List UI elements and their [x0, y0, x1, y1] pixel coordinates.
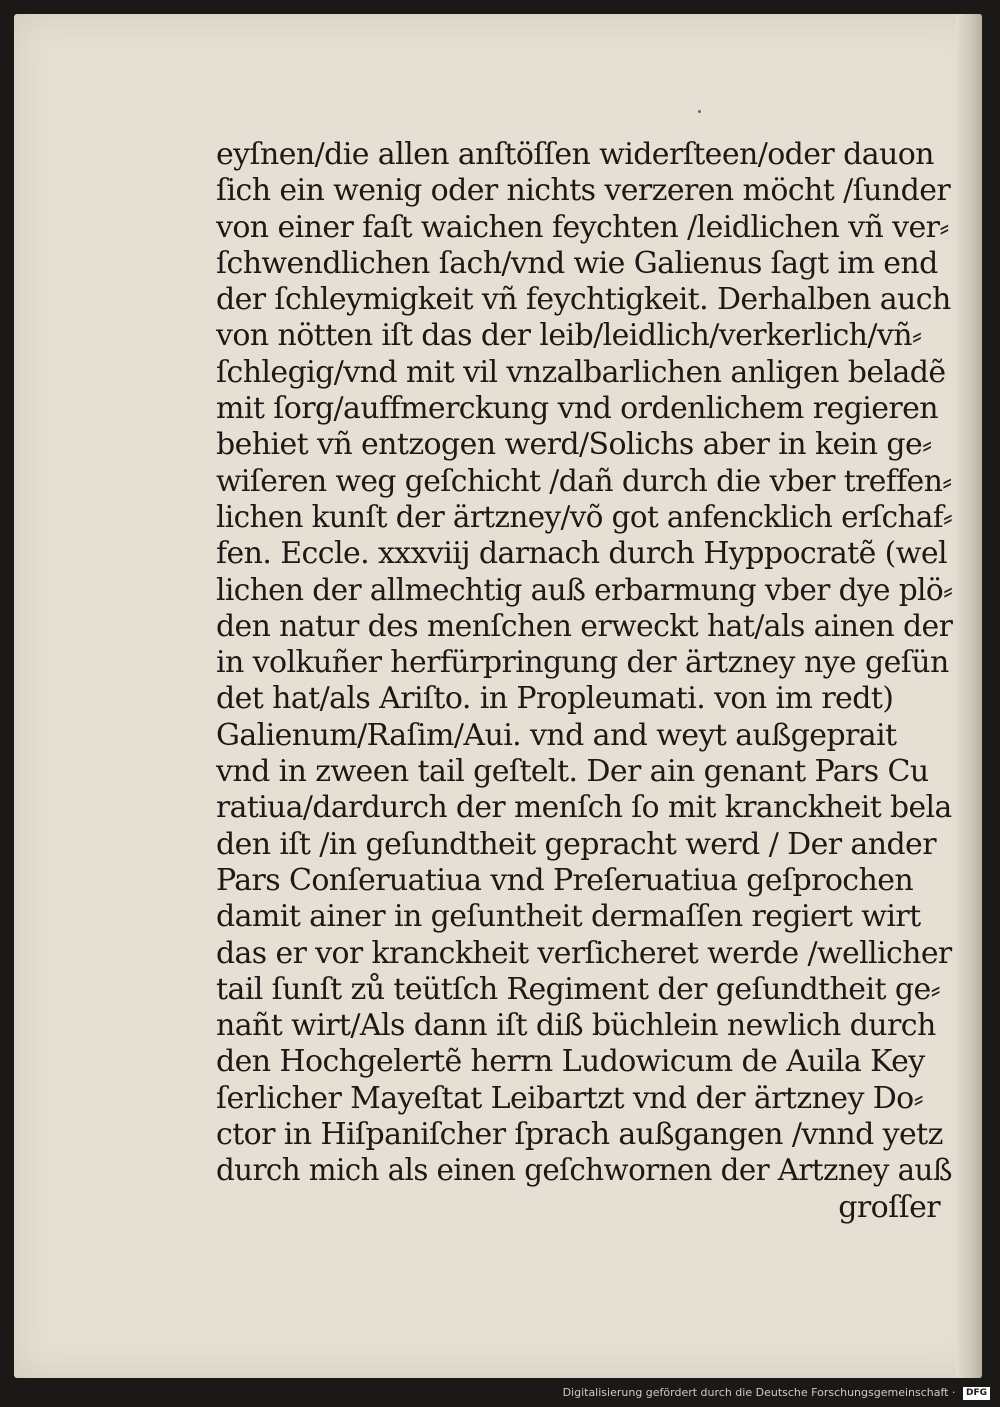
- text-line: ſchwendlichen ſach/vnd wie Galienus ſagt im end: [216, 245, 938, 281]
- text-line: ratiua/dardurch der menſch ſo mit kranckheit bela: [216, 790, 952, 826]
- book-page: [14, 14, 982, 1378]
- text-line: lichen der allmechtig auß erbarmung vber dye plö⸗: [216, 572, 953, 608]
- footer-text: Digitalisierung gefördert durch die Deutsche Forschungsgemeinschaft ·: [562, 1386, 956, 1399]
- text-line: lichen kunſt der ärtzney/võ got anfencklich erſchaf⸗: [216, 499, 953, 535]
- text-line: det hat/als Ariſto. in Propleumati. von im redt): [216, 681, 894, 717]
- text-line: Galienum/Raſim/Aui. vnd and weyt außgeprait: [216, 717, 897, 753]
- text-line: in volkuñer herfürpringung der ärtzney nye geſün: [216, 645, 949, 681]
- text-line: von nötten iſt das der leib/leidlich/verkerlich/vñ⸗: [216, 318, 922, 354]
- text-line: ctor in Hiſpaniſcher ſprach außgangen /vnnd yetz: [216, 1117, 943, 1153]
- page-gutter: [956, 14, 982, 1378]
- catchword: groſſer: [838, 1189, 940, 1225]
- text-line: behiet vñ entzogen werd/Solichs aber in kein ge⸗: [216, 427, 932, 463]
- dfg-logo-icon: DFG: [963, 1387, 990, 1400]
- text-line: wiſeren weg geſchicht /dañ durch die vber treffen⸗: [216, 463, 952, 499]
- footer-credit: [0, 1386, 990, 1400]
- text-line: eyſnen/die allen anſtöſſen widerſteen/oder dauon: [216, 137, 934, 172]
- text-line: ſchlegig/vnd mit vil vnzalbarlichen anligen beladẽ: [216, 354, 946, 390]
- text-line: damit ainer in geſuntheit dermaſſen regiert wirt: [216, 899, 921, 935]
- text-line: vnd in zween tail geſtelt. Der ain genant Pars Cu: [216, 754, 929, 790]
- text-line: Pars Conſeruatiua vnd Preſeruatiua geſprochen: [216, 862, 914, 898]
- text-line: den iſt /in geſundtheit gepracht werd / Der ander: [216, 826, 936, 862]
- text-line: nañt wirt/Als dann iſt diß büchlein newlich durch: [216, 1008, 936, 1044]
- ink-speck: [698, 110, 701, 113]
- text-line: tail ſunſt zů teütſch Regiment der geſundtheit ge⸗: [216, 971, 940, 1007]
- text-line: den natur des menſchen erweckt hat/als ainen der: [216, 608, 953, 644]
- text-line: von einer faſt waichen feychten /leidlichen vñ ver⸗: [216, 209, 949, 245]
- text-block: [216, 137, 952, 1226]
- text-line: ſerlicher Mayeſtat Leibartzt vnd der ärtzney Do⸗: [216, 1080, 924, 1116]
- text-line: mit ſorg/auffmerckung vnd ordenlichem regieren: [216, 391, 938, 427]
- text-line: der ſchleymigkeit vñ feychtigkeit. Derhalben auch: [216, 282, 951, 318]
- text-line: ſich ein wenig oder nichts verzeren möcht /ſunder: [216, 173, 951, 209]
- text-line: fen. Eccle. xxxviij darnach durch Hyppocratẽ (wel: [216, 536, 948, 572]
- text-line: durch mich als einen geſchwornen der Artzney auß: [216, 1153, 952, 1189]
- text-line: das er vor kranckheit verſicheret werde /wellicher: [216, 935, 952, 971]
- text-line: den Hochgelertẽ herrn Ludowicum de Auila Key: [216, 1044, 925, 1080]
